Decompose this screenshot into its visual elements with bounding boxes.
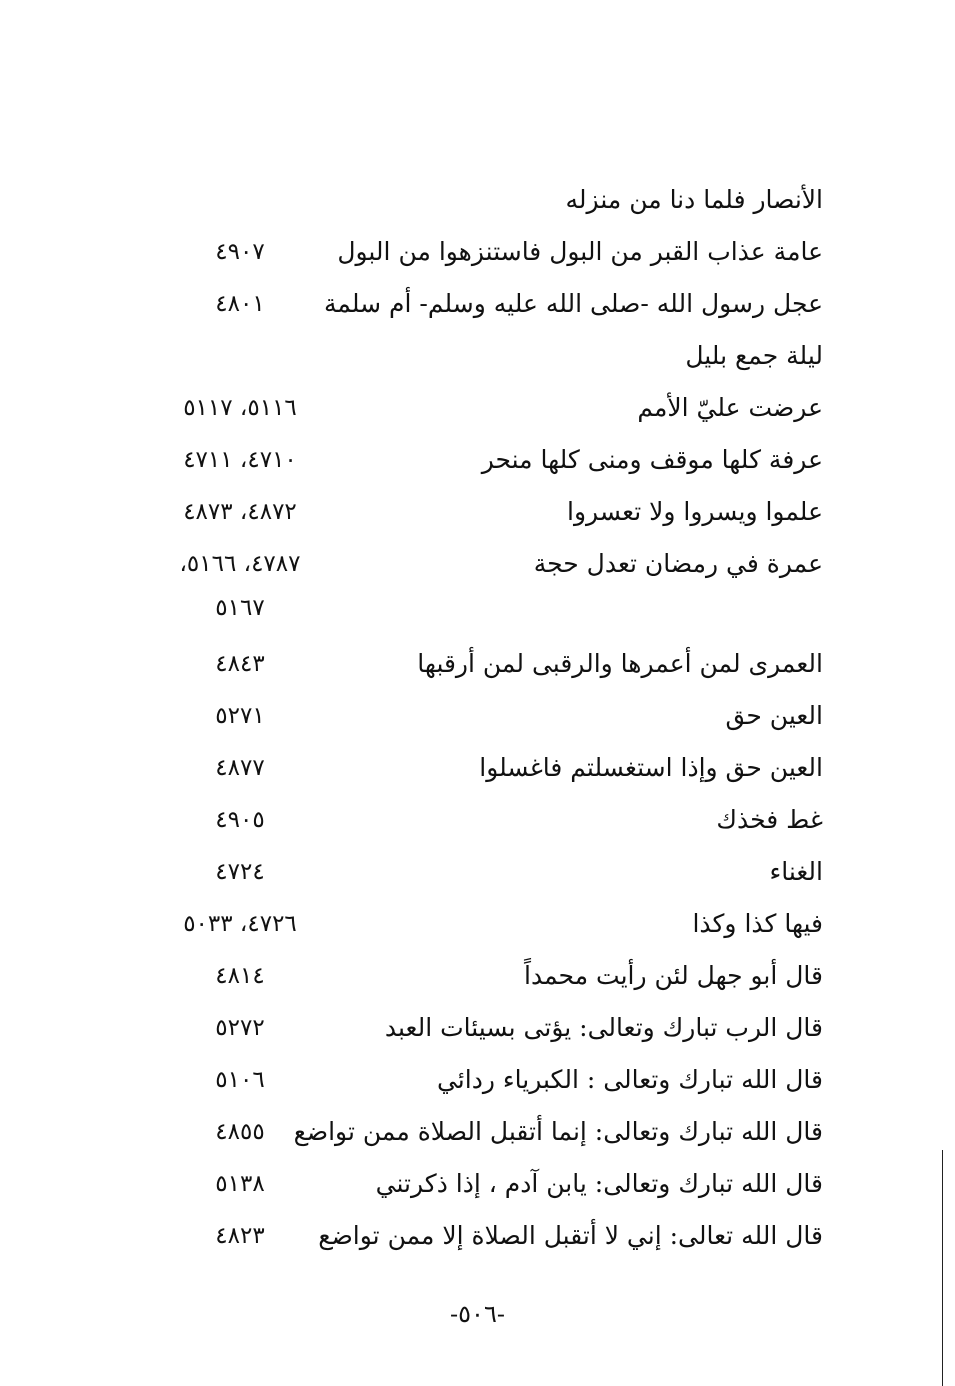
entry-text: غط فخذك <box>716 805 823 834</box>
index-entry <box>0 1210 955 1262</box>
entry-ref: ٥١٠٦ <box>215 1067 265 1093</box>
page-number: -٥٠٦- <box>450 1300 505 1328</box>
entry-text: عامة عذاب القبر من البول فاستنزهوا من البول <box>337 237 823 266</box>
entry-ref: ٥١٦٧ <box>215 595 265 621</box>
entry-text: قال الرب تبارك وتعالى: يؤتى بسيئات العبد <box>384 1013 823 1042</box>
index-entry <box>0 278 955 330</box>
entry-ref: ٥١٣٨ <box>215 1171 265 1197</box>
index-entry <box>0 690 955 742</box>
entry-ref: ٤٨٥٥ <box>215 1119 265 1145</box>
entry-text: فيها كذا وكذا <box>692 909 823 938</box>
index-entry <box>0 582 955 634</box>
entry-ref: ٥٢٧١ <box>215 703 265 729</box>
entry-ref: ٤٨٠١ <box>215 291 265 317</box>
index-entry <box>0 382 955 434</box>
entry-ref: ٥٢٧٢ <box>215 1015 265 1041</box>
index-entry <box>0 1106 955 1158</box>
entry-text: قال أبو جهل لئن رأيت محمداً <box>524 961 823 990</box>
entry-ref: ٤٨١٤ <box>215 963 265 989</box>
entry-ref: ٤٧٨٧، ٥١٦٦، <box>179 551 301 577</box>
index-entry <box>0 846 955 898</box>
entry-text: قال الله تبارك وتعالى: إنما أتقبل الصلاة ممن تواضع <box>293 1117 823 1146</box>
entry-ref: ٤٧٢٦، ٥٠٣٣ <box>183 911 297 937</box>
index-entry <box>0 1054 955 1106</box>
entry-ref <box>140 330 340 382</box>
index-entry <box>0 226 955 278</box>
entry-text: العمرى لمن أعمرها والرقبى لمن أرقبها <box>417 649 823 678</box>
index-entry <box>0 330 955 382</box>
entry-text: عجل رسول الله -صلى الله عليه وسلم- أم سلمة <box>324 289 823 318</box>
index-entry <box>0 1158 955 1210</box>
entry-text <box>303 582 823 634</box>
entry-text: عرضت عليّ الأمم <box>637 393 823 422</box>
entry-ref: ٤٩٠٧ <box>215 239 265 265</box>
entry-ref: ٤٨٧٧ <box>215 755 265 781</box>
entry-ref: ٤٧١٠، ٤٧١١ <box>183 447 297 473</box>
entry-text: العين حق <box>725 701 823 730</box>
entry-text: قال الله تبارك وتعالى: يابن آدم ، إذا ذكرتني <box>375 1169 823 1198</box>
index-entry <box>0 742 955 794</box>
index-entry <box>0 486 955 538</box>
index-entry <box>0 434 955 486</box>
index-entry <box>0 898 955 950</box>
entry-ref: ٤٧٢٤ <box>215 859 265 885</box>
entry-ref: ٤٩٠٥ <box>215 807 265 833</box>
entry-text: قال الله تبارك وتعالى : الكبرياء ردائي <box>436 1065 823 1094</box>
entry-ref <box>140 174 340 226</box>
entry-text: الأنصار فلما دنا من منزله <box>565 185 823 214</box>
index-entry <box>0 1002 955 1054</box>
index-entry <box>0 950 955 1002</box>
entry-ref: ٤٨٧٢، ٤٨٧٣ <box>183 499 297 525</box>
index-entry <box>0 174 955 226</box>
entry-text: قال الله تعالى: إني لا أتقبل الصلاة إلا ممن تواضع <box>318 1221 823 1250</box>
entry-ref: ٤٨٢٣ <box>215 1223 265 1249</box>
index-entry <box>0 794 955 846</box>
entry-text: عمرة في رمضان تعدل حجة <box>533 549 823 578</box>
scan-edge-line <box>942 1150 943 1386</box>
index-entry <box>0 638 955 690</box>
entry-text: الغناء <box>769 857 823 886</box>
entry-ref: ٤٨٤٣ <box>215 651 265 677</box>
entry-text: عرفة كلها موقف ومنى كلها منحر <box>481 445 823 474</box>
entry-ref: ٥١١٦، ٥١١٧ <box>183 395 297 421</box>
entry-text: علموا ويسروا ولا تعسروا <box>567 497 823 526</box>
entry-text: ليلة جمع بليل <box>685 341 823 370</box>
entry-text: العين حق وإذا استغسلتم فاغسلوا <box>479 753 823 782</box>
